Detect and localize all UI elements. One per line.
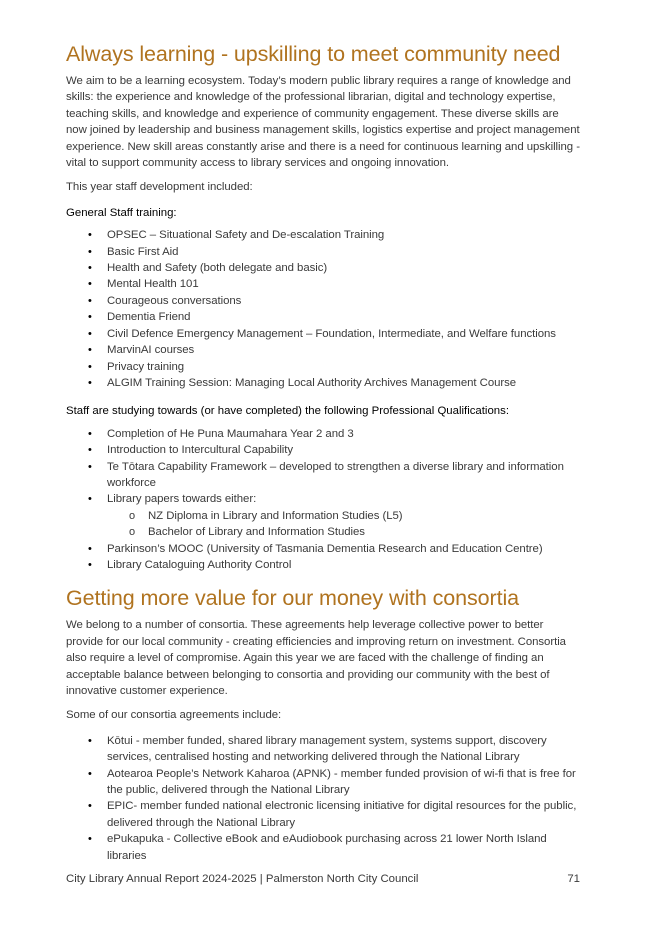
bullet-icon: •	[88, 734, 92, 747]
bullet-icon: •	[88, 767, 92, 780]
list-item: • Basic First Aid	[66, 244, 580, 260]
qualifications-list	[66, 426, 580, 574]
list-item: • MarvinAI courses	[66, 342, 580, 358]
consortia-list	[66, 733, 580, 864]
page-footer	[66, 871, 580, 887]
list-item: • Courageous conversations	[66, 293, 580, 309]
consortia-lead: Some of our consortia agreements include:	[66, 709, 282, 722]
general-training-subheading: General Staff training:	[66, 206, 177, 219]
bullet-icon: •	[88, 444, 92, 457]
list-item: • Mental Health 101	[66, 276, 580, 292]
list-item: • Introduction to Intercultural Capability	[66, 442, 580, 458]
page-number: 71	[567, 873, 580, 885]
bullet-icon: •	[88, 493, 92, 506]
bullet-icon: •	[88, 229, 92, 242]
bullet-icon: •	[88, 245, 92, 258]
staff-development-lead: This year staff development included:	[66, 181, 253, 194]
list-item: • Health and Safety (both delegate and basic)	[66, 260, 580, 276]
bullet-icon: •	[88, 427, 92, 440]
bullet-icon: •	[88, 327, 92, 340]
bullet-icon: •	[88, 360, 92, 373]
bullet-icon: •	[88, 833, 92, 846]
list-item: • Dementia Friend	[66, 309, 580, 325]
section-heading-consortia: Getting more value for our money with consortia	[66, 586, 519, 611]
bullet-icon: •	[88, 294, 92, 307]
list-item: • Completion of He Puna Maumahara Year 2 and 3	[66, 426, 580, 442]
bullet-icon: •	[88, 311, 92, 324]
hollow-bullet-icon: o	[129, 526, 136, 539]
list-item: • Aotearoa People’s Network Kaharoa (APNK) - member funded provision of wi-fi that is free for the public, delivered through the National Library	[88, 767, 576, 797]
section-intro-paragraph: We aim to be a learning ecosystem. Today’s modern public library requires a range of knowledge and skills: the experience and knowledge of the professional librarian, digital and technology expertise, teaching skills, and knowledge and experience of community engagement. These diverse skills are now joined by leadership and business management skills, logistics expertise and project management experience. New skill areas constantly arise and there is a need for continuous learning and upskilling - vital to support community access to library services and ongoing innovation.	[66, 75, 580, 170]
sub-list-item: o NZ Diploma in Library and Information Studies (L5)	[107, 508, 580, 524]
bullet-icon: •	[88, 558, 92, 571]
list-item: • Library papers towards either: o NZ Diploma in Library and Information Studies (L5) o Bachelor of Library and Information Studies	[66, 491, 580, 540]
general-training-list	[66, 227, 580, 391]
qualifications-subheading: Staff are studying towards (or have completed) the following Professional Qualifications:	[66, 405, 509, 418]
list-item: • Parkinson’s MOOC (University of Tasmania Dementia Research and Education Centre)	[66, 541, 580, 557]
list-item: • ALGIM Training Session: Managing Local Authority Archives Management Course	[66, 375, 580, 391]
list-item: • OPSEC – Situational Safety and De-escalation Training	[66, 227, 580, 243]
bullet-icon: •	[88, 278, 92, 291]
bullet-icon: •	[88, 344, 92, 357]
list-item: • Library Cataloguing Authority Control	[66, 557, 580, 573]
list-item: • Civil Defence Emergency Management – Foundation, Intermediate, and Welfare functions	[66, 326, 580, 342]
document-page	[66, 0, 580, 864]
list-item: • Kōtui - member funded, shared library management system, systems support, discovery services, centralised hosting and networking delivered through the National Library	[88, 734, 547, 764]
hollow-bullet-icon: o	[129, 509, 136, 522]
library-papers-sublist	[107, 508, 580, 541]
list-item: • EPIC- member funded national electronic licensing initiative for digital resources for the public, delivered through the National Library	[88, 800, 577, 829]
bullet-icon: •	[88, 460, 92, 473]
list-item: • ePukapuka - Collective eBook and eAudiobook purchasing across 21 lower North Island libraries	[88, 833, 547, 862]
bullet-icon: •	[88, 800, 92, 813]
sub-list-item: o Bachelor of Library and Information Studies	[107, 524, 580, 540]
bullet-icon: •	[88, 262, 92, 275]
footer-report-title: City Library Annual Report 2024-2025 | Palmerston North City Council	[66, 873, 419, 885]
bullet-icon: •	[88, 376, 92, 389]
section-heading-always-learning: Always learning - upskilling to meet community need	[66, 42, 561, 66]
list-item: • Te Tōtara Capability Framework – developed to strengthen a diverse library and information workforce	[88, 460, 564, 489]
bullet-icon: •	[88, 542, 92, 555]
consortia-intro-paragraph: We belong to a number of consortia. These agreements help leverage collective power to better provide for our local community - creating efficiencies and improving return on investment. Consortia also require a level of compromise. Again this year we are faced with the challenge of finding an acceptable balance between belonging to consortia and providing our community with the best of innovative customer experience.	[66, 619, 566, 697]
list-item: • Privacy training	[66, 359, 580, 375]
